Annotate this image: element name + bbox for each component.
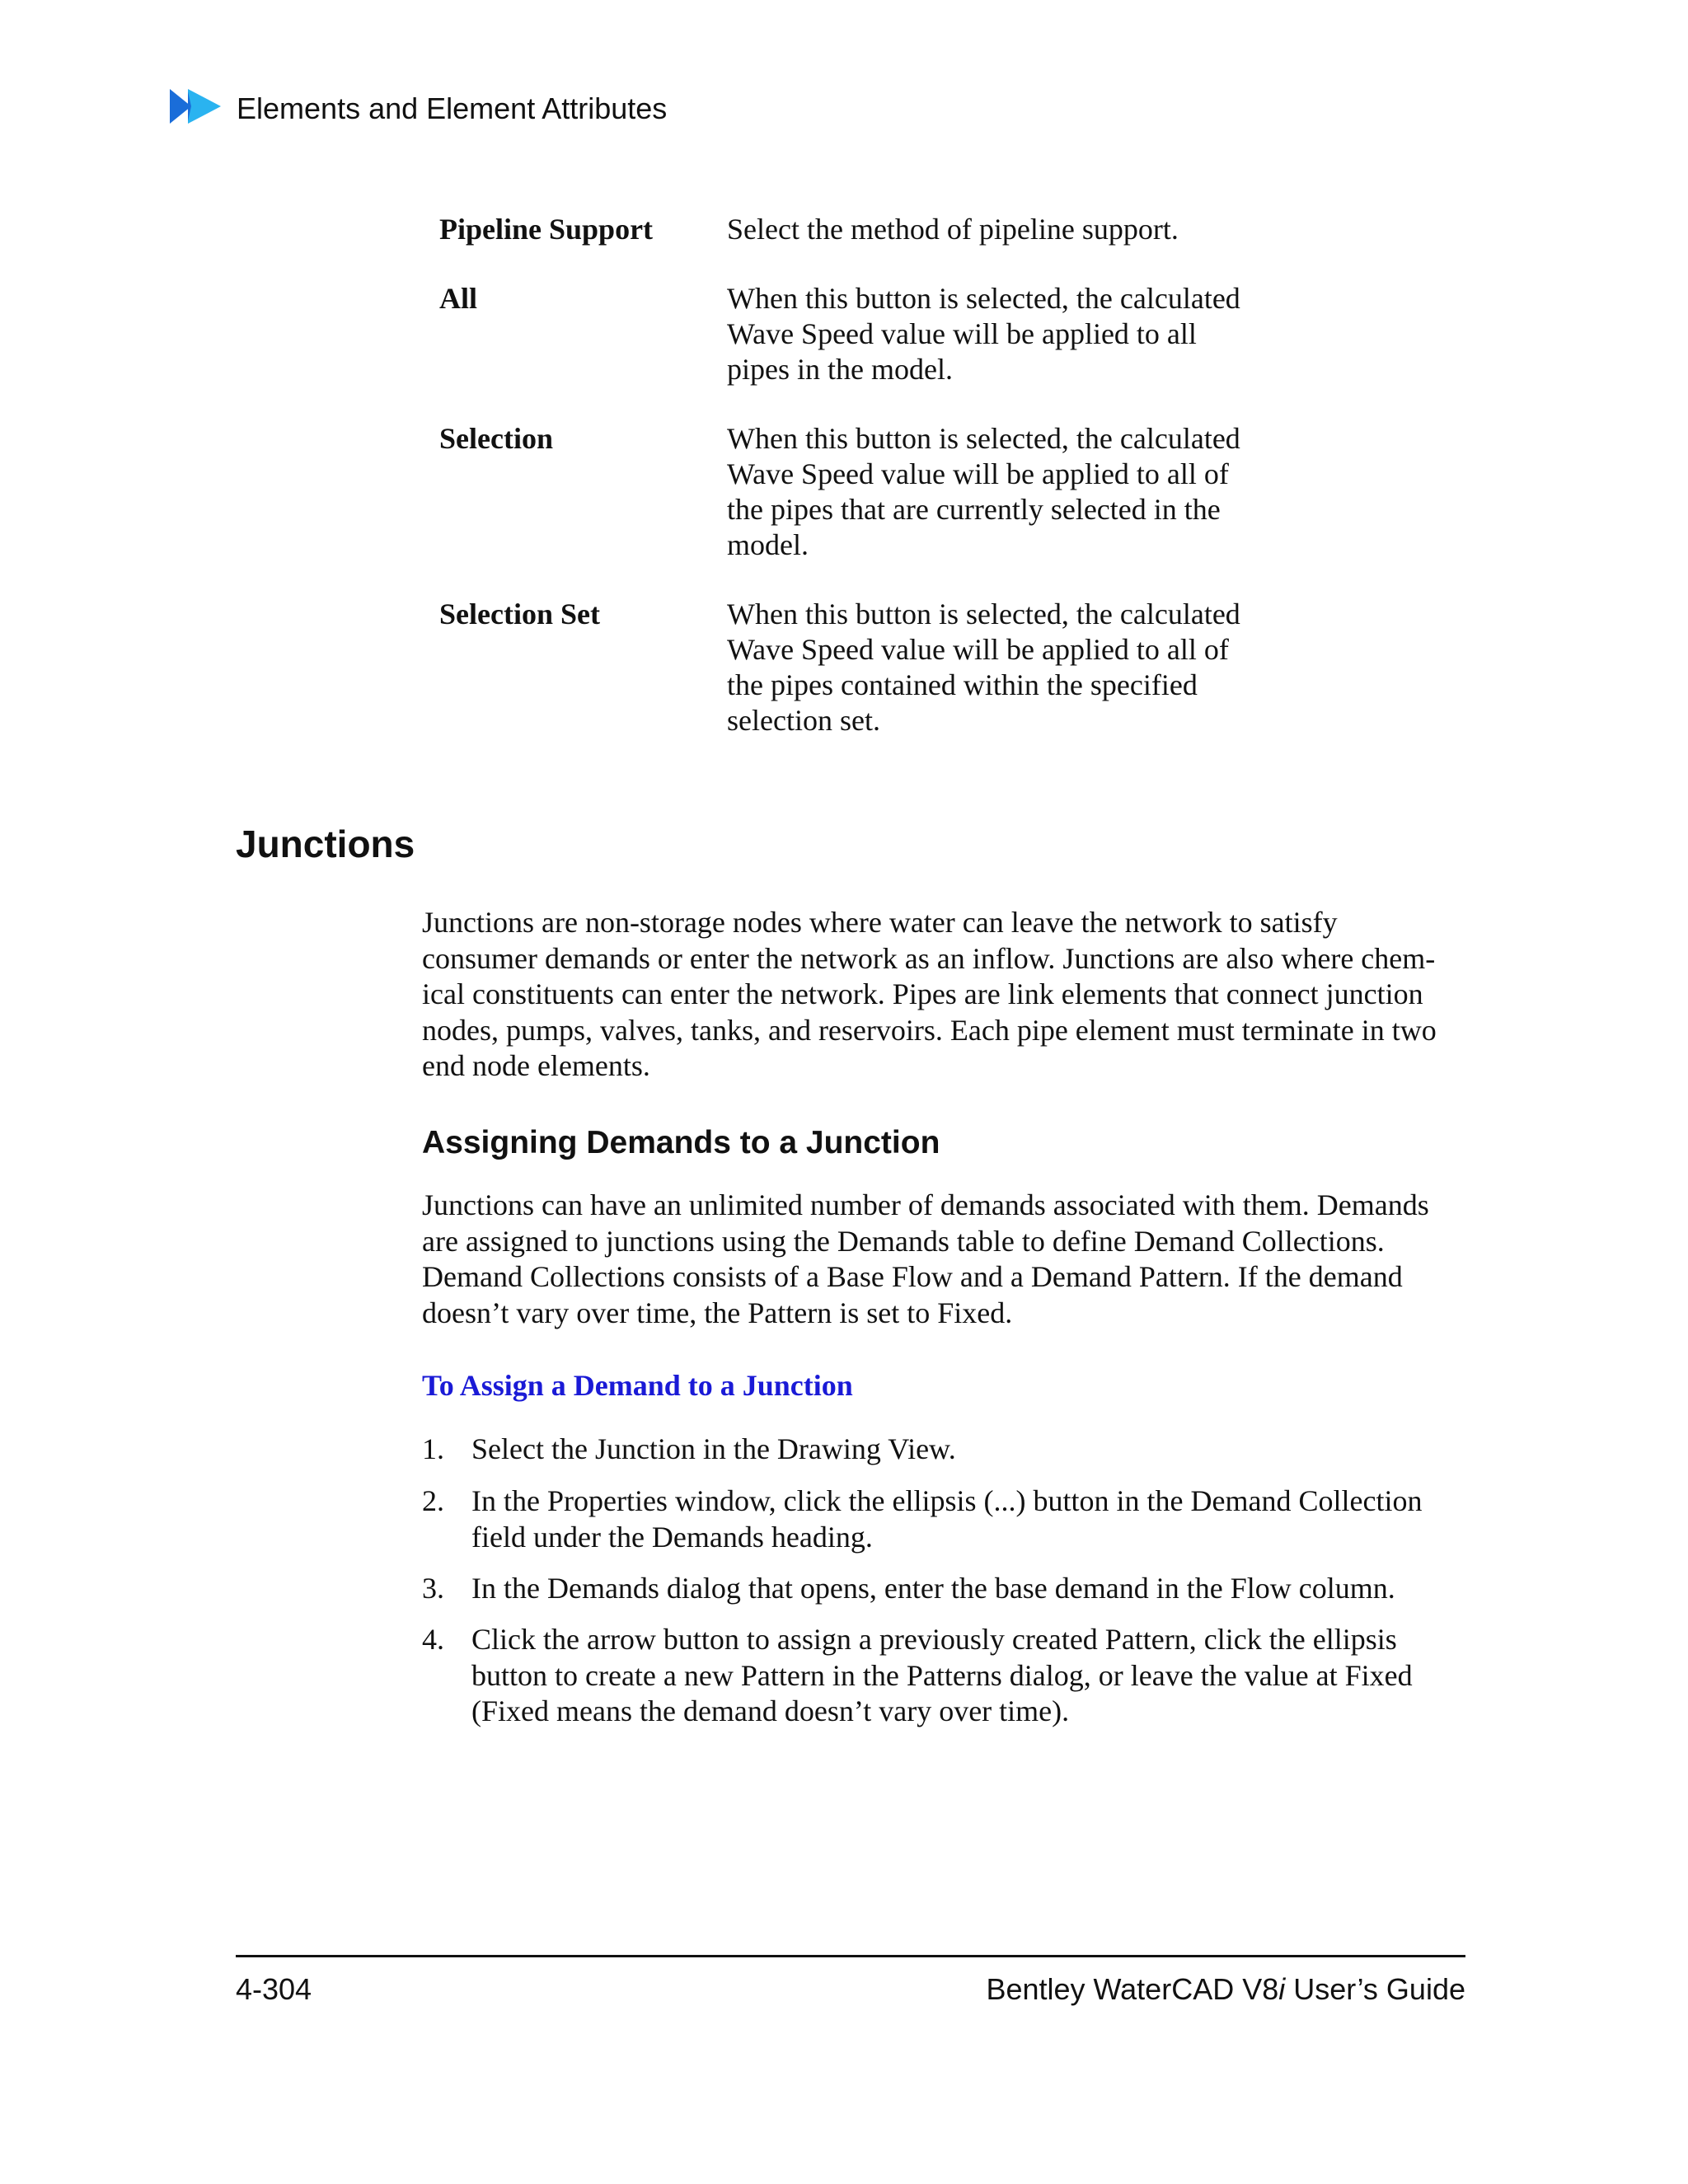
definition-line: Wave Speed value will be applied to all of bbox=[727, 457, 1229, 490]
guide-title bbox=[986, 1970, 1465, 2009]
guide-title-prefix: Bentley WaterCAD V8 bbox=[986, 1972, 1279, 2006]
section-heading: Junctions bbox=[236, 823, 415, 865]
paragraph-line: consumer demands or enter the network as an inflow. Junctions are also where chem- bbox=[422, 941, 1436, 975]
guide-title-italic: i bbox=[1278, 1972, 1286, 2006]
step-line: field under the Demands heading. bbox=[471, 1520, 873, 1554]
paragraph-line: doesn’t vary over time, the Pattern is set to Fixed. bbox=[422, 1296, 1013, 1329]
definition-line: the pipes that are currently selected in the bbox=[727, 493, 1221, 526]
step-text bbox=[471, 1622, 1469, 1730]
step-line: In the Properties window, click the ellipsis (...) button in the Demand Collection bbox=[471, 1484, 1423, 1517]
guide-title-suffix: User’s Guide bbox=[1285, 1972, 1465, 2006]
step-number: 1. bbox=[422, 1432, 444, 1465]
definition-description bbox=[727, 421, 1287, 563]
subsection-paragraph bbox=[422, 1188, 1461, 1331]
definition-line: Wave Speed value will be applied to all bbox=[727, 317, 1197, 350]
step-text bbox=[471, 1571, 1469, 1607]
step-text bbox=[471, 1483, 1469, 1555]
definition-line: When this button is selected, the calculated bbox=[727, 598, 1240, 630]
definition-line: selection set. bbox=[727, 704, 880, 737]
step-line: (Fixed means the demand doesn’t vary over time). bbox=[471, 1694, 1070, 1727]
definition-description bbox=[727, 597, 1287, 738]
paragraph-line: Demand Collections consists of a Base Flow and a Demand Pattern. If the demand bbox=[422, 1260, 1403, 1293]
definition-description bbox=[727, 212, 1287, 247]
step-line: Click the arrow button to assign a previously created Pattern, click the ellipsis bbox=[471, 1623, 1397, 1656]
definition-term: All bbox=[439, 282, 478, 315]
step-line: Select the Junction in the Drawing View. bbox=[471, 1432, 956, 1465]
page-number: 4-304 bbox=[236, 1972, 312, 2006]
definition-term: Selection Set bbox=[439, 598, 600, 630]
footer-rule bbox=[236, 1955, 1465, 1957]
step-number: 3. bbox=[422, 1572, 444, 1605]
step-number: 4. bbox=[422, 1623, 444, 1656]
running-header-title: Elements and Element Attributes bbox=[237, 91, 668, 125]
definition-description bbox=[727, 281, 1287, 387]
step-text bbox=[471, 1432, 1469, 1468]
definition-term: Selection bbox=[439, 422, 553, 455]
definition-line: When this button is selected, the calculated bbox=[727, 282, 1240, 315]
procedure-heading: To Assign a Demand to a Junction bbox=[422, 1369, 853, 1402]
step-number: 2. bbox=[422, 1484, 444, 1517]
definition-line: Wave Speed value will be applied to all of bbox=[727, 633, 1229, 666]
paragraph-line: nodes, pumps, valves, tanks, and reservoirs. Each pipe element must terminate in two bbox=[422, 1013, 1437, 1047]
double-chevron-right-icon bbox=[170, 89, 221, 124]
subsection-heading: Assigning Demands to a Junction bbox=[422, 1125, 940, 1160]
paragraph-line: are assigned to junctions using the Demands table to define Demand Collections. bbox=[422, 1224, 1385, 1258]
definition-line: the pipes contained within the specified bbox=[727, 668, 1198, 701]
definition-line: pipes in the model. bbox=[727, 353, 953, 386]
paragraph-line: Junctions can have an unlimited number of demands associated with them. Demands bbox=[422, 1188, 1429, 1221]
definition-line: model. bbox=[727, 528, 809, 561]
paragraph-line: ical constituents can enter the network. Pipes are link elements that connect junction bbox=[422, 977, 1423, 1010]
definition-line: Select the method of pipeline support. bbox=[727, 213, 1179, 246]
paragraph-line: end node elements. bbox=[422, 1049, 650, 1082]
definition-line: When this button is selected, the calculated bbox=[727, 422, 1240, 455]
section-intro-paragraph bbox=[422, 905, 1461, 1085]
definition-term: Pipeline Support bbox=[439, 213, 654, 246]
step-line: button to create a new Pattern in the Patterns dialog, or leave the value at Fixed bbox=[471, 1658, 1413, 1692]
paragraph-line: Junctions are non-storage nodes where water can leave the network to satisfy bbox=[422, 906, 1338, 939]
step-line: In the Demands dialog that opens, enter the base demand in the Flow column. bbox=[471, 1572, 1395, 1605]
